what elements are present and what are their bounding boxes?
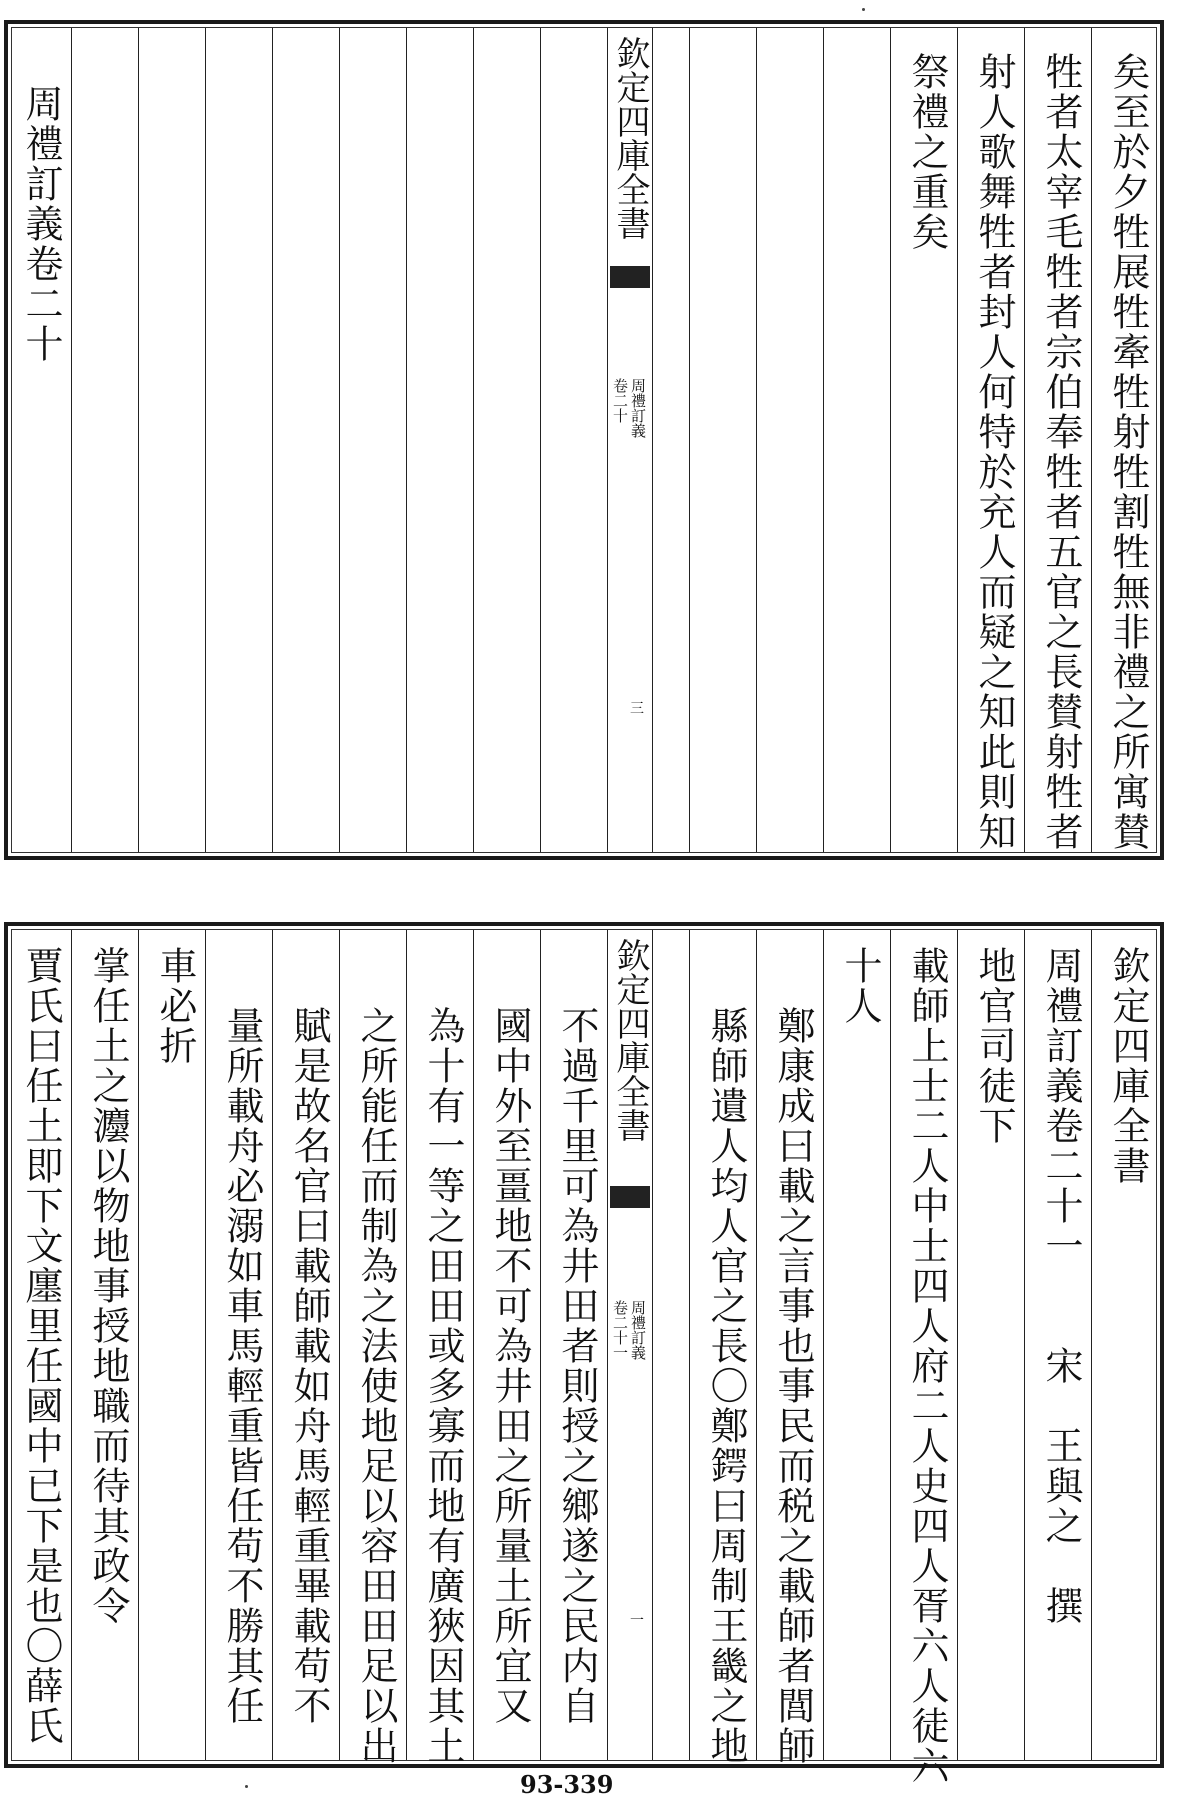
fishtail-mark bbox=[610, 266, 650, 288]
column-text: 量所載舟必溺如車馬輕重皆任苟不勝其任 bbox=[220, 1006, 264, 1726]
text-column bbox=[1024, 930, 1091, 1760]
empty-column bbox=[272, 28, 339, 852]
column-text: 縣師遺人均人官之長〇鄭鍔曰周制王畿之地 bbox=[704, 1006, 748, 1766]
text-column bbox=[756, 930, 823, 1766]
column-text: 掌任土之灋以物地事授地職而待其政令 bbox=[86, 946, 130, 1626]
column-text: 為十有一等之田田或多寡而地有廣狹因其土 bbox=[421, 1006, 465, 1766]
empty-column bbox=[823, 28, 890, 852]
text-column bbox=[1024, 28, 1091, 852]
text-column bbox=[473, 930, 540, 1760]
text-column bbox=[890, 930, 957, 1786]
column-text: 車必折 bbox=[153, 946, 197, 1066]
column-text: 欽定四庫全書 bbox=[1106, 946, 1150, 1186]
text-column bbox=[339, 930, 406, 1766]
top-page-panel bbox=[4, 20, 1164, 860]
center-gutter bbox=[607, 28, 653, 852]
text-column bbox=[890, 28, 957, 852]
column-text: 周禮訂義卷二十一 宋 王與之 撰 bbox=[1039, 946, 1083, 1626]
column-text: 地官司徒下 bbox=[972, 946, 1016, 1146]
column-text: 之所能任而制為之法使地足以容田田足以出 bbox=[354, 1006, 398, 1766]
text-column bbox=[406, 930, 473, 1766]
column-text: 祭禮之重矣 bbox=[905, 52, 949, 252]
colophon-text: 周禮訂義卷二十 bbox=[19, 84, 63, 364]
center-gutter bbox=[607, 930, 653, 1760]
column-text: 鄭康成曰載之言事也事民而税之載師者閭師 bbox=[771, 1006, 815, 1766]
text-column bbox=[272, 930, 339, 1760]
text-column bbox=[205, 930, 272, 1760]
fishtail-mark bbox=[610, 1186, 650, 1208]
text-column bbox=[957, 28, 1024, 852]
column-text: 國中外至畺地不可為井田之所量土所宜又 bbox=[488, 1006, 532, 1726]
gutter-page-mark: 一 bbox=[630, 1613, 644, 1629]
empty-column bbox=[406, 28, 473, 852]
empty-column bbox=[205, 28, 272, 852]
text-column bbox=[8, 930, 71, 1760]
scan-speck bbox=[245, 1785, 248, 1788]
gutter-title: 欽定四庫全書 bbox=[610, 938, 650, 1142]
text-column bbox=[138, 930, 205, 1760]
column-text: 不過千里可為井田者則授之鄉遂之民内自 bbox=[555, 1006, 599, 1726]
column-text: 射人歌舞牲者封人何特於充人而疑之知此則知 bbox=[972, 52, 1016, 852]
gutter-juan: 卷二十 bbox=[611, 378, 629, 423]
gutter-juan: 卷二十一 bbox=[611, 1300, 629, 1360]
column-text: 牲者太宰毛牲者宗伯奉牲者五官之長賛射牲者 bbox=[1039, 52, 1083, 852]
column-text: 十人 bbox=[838, 946, 882, 1026]
gutter-title: 欽定四庫全書 bbox=[610, 36, 650, 240]
empty-column bbox=[756, 28, 823, 852]
text-column bbox=[957, 930, 1024, 1760]
empty-column bbox=[339, 28, 406, 852]
empty-column bbox=[540, 28, 607, 852]
gutter-page-mark: 三 bbox=[630, 701, 644, 717]
text-column bbox=[1091, 28, 1158, 852]
page-number: 93-339 bbox=[520, 1770, 614, 1799]
empty-column bbox=[689, 28, 756, 852]
empty-column bbox=[71, 28, 138, 852]
column-text: 賦是故名官曰載師載如舟馬輕重畢載苟不 bbox=[287, 1006, 331, 1726]
text-column bbox=[71, 930, 138, 1760]
empty-column bbox=[473, 28, 540, 852]
column-text: 賈氏曰任土即下文廛里任國中已下是也〇薛氏 bbox=[19, 946, 63, 1746]
gutter-book-name: 周禮訂義 bbox=[629, 378, 647, 438]
text-column bbox=[1091, 930, 1158, 1760]
scan-speck bbox=[862, 8, 865, 11]
text-column bbox=[689, 930, 756, 1766]
text-column bbox=[540, 930, 607, 1760]
colophon-column bbox=[8, 28, 71, 852]
column-text: 矣至於夕牲展牲牽牲射牲割牲無非禮之所寓賛 bbox=[1106, 52, 1150, 852]
text-column bbox=[823, 930, 890, 1760]
gutter-book-name: 周禮訂義 bbox=[629, 1300, 647, 1360]
empty-column bbox=[138, 28, 205, 852]
column-text: 載師上士二人中士四人府二人史四人胥六人徒六 bbox=[905, 946, 949, 1786]
